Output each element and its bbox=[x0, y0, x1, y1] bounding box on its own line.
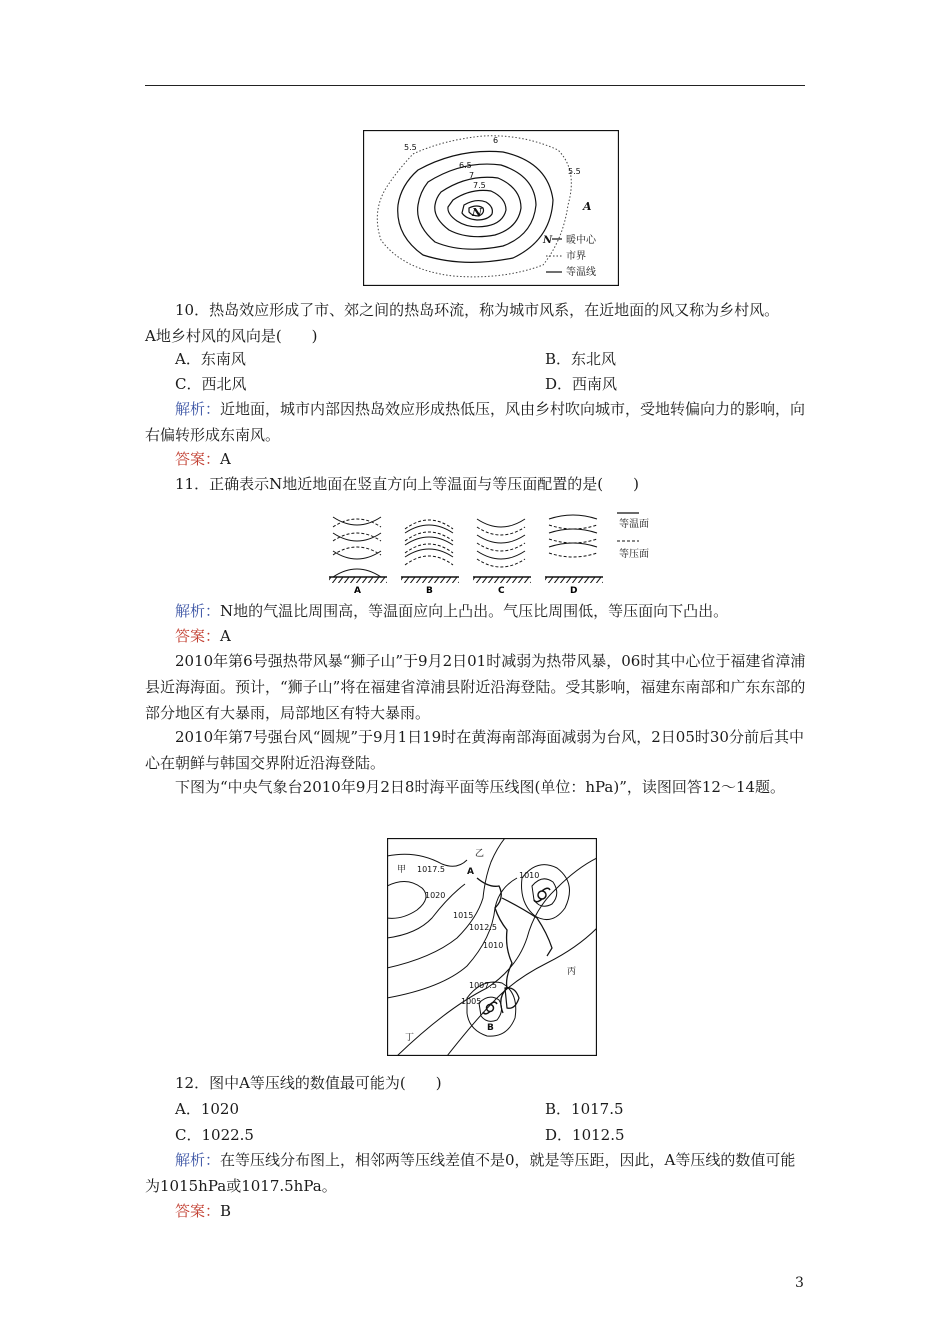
contour-label: 5.5 bbox=[404, 143, 417, 152]
panel-label-c: C bbox=[498, 586, 505, 595]
isobar-label: 1010 bbox=[519, 871, 540, 880]
q12-option-c: C．1022.5 bbox=[175, 1126, 254, 1144]
panel-label-b: B bbox=[426, 586, 433, 595]
isobar-label: 1005 bbox=[461, 997, 482, 1006]
map-label-yi: 乙 bbox=[475, 849, 485, 859]
contour-label: 6.5 bbox=[459, 161, 472, 170]
isobar-label: 1017.5 bbox=[417, 865, 445, 874]
q10-answer bbox=[175, 446, 231, 472]
analysis-text: 近地面，城市内部因热岛效应形成热低压，风由乡村吹向城市，受地转偏向力的影响，向右偏转形成东南风。 bbox=[145, 400, 806, 444]
passage-p1: 2010年第6号强热带风暴“狮子山”于9月2日01时减弱为热带风暴，06时其中心位于福建省漳浦县近海海面。预计，“狮子山”将在福建省漳浦县附近沿海登陆。受其影响，福建东南部和广东东部的部分地区有大暴雨，局部地区有特大暴雨。 bbox=[145, 652, 806, 722]
q10-option-b: B．东北风 bbox=[545, 350, 617, 368]
panel-label-a: A bbox=[354, 586, 361, 595]
page-number: 3 bbox=[795, 1275, 804, 1291]
q12-analysis bbox=[145, 1147, 807, 1199]
isobar-label: 1007.5 bbox=[469, 981, 497, 990]
q10-line2: A地乡村风的风向是( ) bbox=[145, 327, 318, 345]
q11-answer bbox=[175, 623, 231, 649]
legend-isobaric-surface: 等压面 bbox=[619, 549, 649, 560]
map-label-b: B bbox=[487, 1023, 494, 1033]
passage-p3: 下图为“中央气象台2010年9月2日8时海平面等压线图(单位：hPa)”，读图回答12～14题。 bbox=[175, 778, 786, 796]
warm-center-label: N bbox=[472, 206, 483, 219]
legend-isotherm: 等温线 bbox=[566, 267, 596, 278]
isosurface-options-figure bbox=[325, 505, 670, 595]
isobar-label: 1020 bbox=[425, 891, 446, 900]
analysis-label: 解析： bbox=[175, 602, 221, 620]
answer-value: A bbox=[220, 627, 231, 645]
contour-label: 7.5 bbox=[473, 181, 486, 190]
q10-stem bbox=[145, 297, 807, 349]
answer-label: 答案： bbox=[175, 627, 221, 645]
contour-label: 7 bbox=[469, 171, 475, 180]
contour-label: 5.5 bbox=[568, 167, 581, 176]
map-label-a: A bbox=[467, 867, 474, 877]
answer-label: 答案： bbox=[175, 1202, 221, 1220]
analysis-label: 解析： bbox=[175, 400, 221, 418]
q11-analysis bbox=[145, 598, 807, 624]
isobar-label: 1010 bbox=[483, 941, 504, 950]
answer-value: A bbox=[220, 450, 231, 468]
header-rule bbox=[145, 85, 805, 86]
analysis-text: N地的气温比周围高，等温面应向上凸出。气压比周围低，等压面向下凸出。 bbox=[220, 602, 729, 620]
isobar-map-figure bbox=[387, 838, 597, 1056]
legend-warm-center: 暖中心 bbox=[566, 235, 596, 246]
legend-city-boundary: 市界 bbox=[566, 251, 586, 262]
contour-label: 6 bbox=[493, 136, 499, 145]
map-label-bing: 丙 bbox=[567, 967, 577, 977]
q10-option-d: D．西南风 bbox=[545, 375, 618, 393]
q10-option-a: A．东南风 bbox=[175, 350, 246, 368]
q12-option-b: B．1017.5 bbox=[545, 1100, 624, 1118]
map-label-jia: 甲 bbox=[397, 865, 407, 875]
legend-warm-symbol: N bbox=[543, 235, 553, 246]
q11-stem: 11．正确表示N地近地面在竖直方向上等温面与等压面配置的是( ) bbox=[175, 475, 639, 493]
q10-analysis bbox=[145, 396, 807, 448]
answer-label: 答案： bbox=[175, 450, 221, 468]
point-a-label: A bbox=[583, 200, 592, 213]
map-label-ding: 丁 bbox=[405, 1033, 415, 1043]
q12-option-d: D．1012.5 bbox=[545, 1126, 625, 1144]
q12-option-a: A．1020 bbox=[175, 1100, 240, 1118]
panel-label-d: D bbox=[570, 586, 578, 595]
q10-line1: 10．热岛效应形成了市、郊之间的热岛环流，称为城市风系，在近地面的风又称为乡村风。 bbox=[175, 301, 780, 319]
analysis-label: 解析： bbox=[175, 1151, 221, 1169]
analysis-text: 在等压线分布图上，相邻两等压线差值不是0，就是等压距，因此，A等压线的数值可能为1015hPa或1017.5hPa。 bbox=[145, 1151, 796, 1195]
passage-p2: 2010年第7号强台风“圆规”于9月1日19时在黄海南部海面减弱为台风，2日05时30分前后其中心在朝鲜与韩国交界附近沿海登陆。 bbox=[145, 728, 804, 772]
q12-stem: 12．图中A等压线的数值最可能为( ) bbox=[175, 1074, 442, 1092]
isobar-label: 1012.5 bbox=[469, 923, 497, 932]
legend-isotherm-surface: 等温面 bbox=[619, 519, 649, 530]
isobar-label: 1015 bbox=[453, 911, 474, 920]
heat-island-figure bbox=[363, 130, 619, 286]
q10-option-c: C．西北风 bbox=[175, 375, 247, 393]
q12-answer bbox=[175, 1198, 231, 1224]
answer-value: B bbox=[220, 1202, 232, 1220]
